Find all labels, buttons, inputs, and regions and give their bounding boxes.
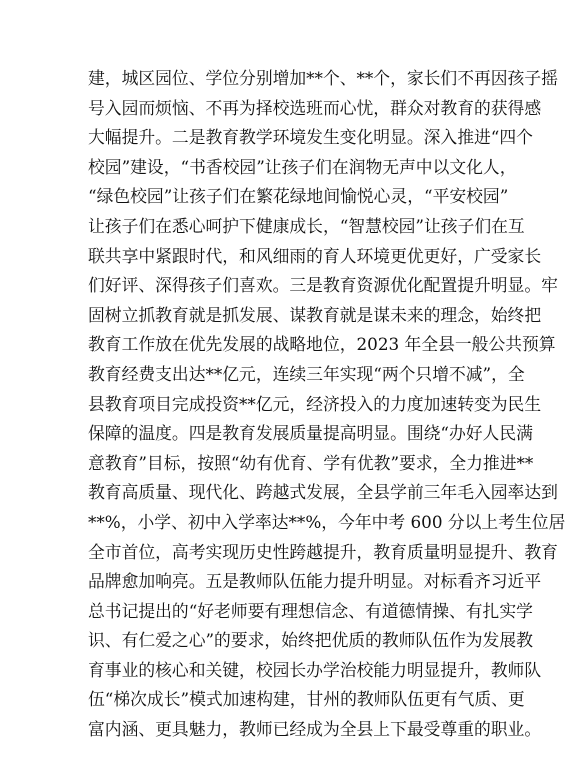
text-line: 富内涵、更具魅力，教师已经成为全县上下最受尊重的职业。 (88, 719, 542, 740)
body-paragraph (88, 64, 566, 745)
text-line: 让孩子们在悉心呵护下健康成长，“智慧校园”让孩子们在互 (88, 215, 525, 236)
text-line: 伍“梯次成长”模式加速构建，甘州的教师队伍更有气质、更 (88, 689, 525, 710)
text-line: 教育高质量、现代化、跨越式发展，全县学前三年毛入园率达到 (88, 482, 558, 503)
text-line: 品牌愈加响亮。五是教师队伍能力提升明显。对标看齐习近平 (88, 571, 542, 592)
text-line: 全市首位，高考实现历史性跨越提升，教育质量明显提升、教育 (88, 541, 558, 562)
text-line: 大幅提升。二是教育教学环境发生变化明显。深入推进“四个 (88, 127, 533, 148)
text-line: 们好评、深得孩子们喜欢。三是教育资源优化配置提升明显。牢 (88, 275, 558, 296)
text-line: 保障的温度。四是教育发展质量提高明显。围绕“办好人民满 (88, 423, 533, 444)
text-line: 教育经费支出达**亿元，连续三年实现“两个只增不减”，全 (88, 363, 525, 384)
text-line: 意教育”目标，按照“幼有优育、学有优教”要求，全力推进** (88, 452, 534, 473)
text-line: “绿色校园”让孩子们在繁花绿地间愉悦心灵，“平安校园” (88, 186, 509, 207)
text-line: 育事业的核心和关键，校园长办学治校能力明显提升，教师队 (88, 659, 542, 680)
text-line: 识、有仁爱之心”的要求，始终把优质的教师队伍作为发展教 (88, 630, 533, 651)
text-line: 固树立抓教育就是抓发展、谋教育就是谋未来的理念，始终把 (88, 304, 542, 325)
text-line: 教育工作放在优先发展的战略地位，2023 年全县一般公共预算 (88, 334, 556, 355)
text-line: 总书记提出的“好老师要有理想信念、有道德情操、有扎实学 (88, 600, 533, 621)
text-line: 建，城区园位、学位分别增加**个、**个，家长们不再因孩子摇 (88, 68, 558, 88)
text-line: 校园”建设，“书香校园”让孩子们在润物无声中以文化人， (88, 156, 517, 177)
text-line: **%，小学、初中入学率达**%，今年中考 600 分以上考生位居 (88, 511, 566, 532)
text-line: 号入园而烦恼、不再为择校选班而心忧，群众对教育的获得感 (88, 97, 542, 118)
text-line: 县教育项目完成投资**亿元，经济投入的力度加速转变为民生 (88, 393, 542, 414)
text-line: 联共享中紧跟时代，和风细雨的育人环境更优更好，广受家长 (88, 245, 542, 266)
